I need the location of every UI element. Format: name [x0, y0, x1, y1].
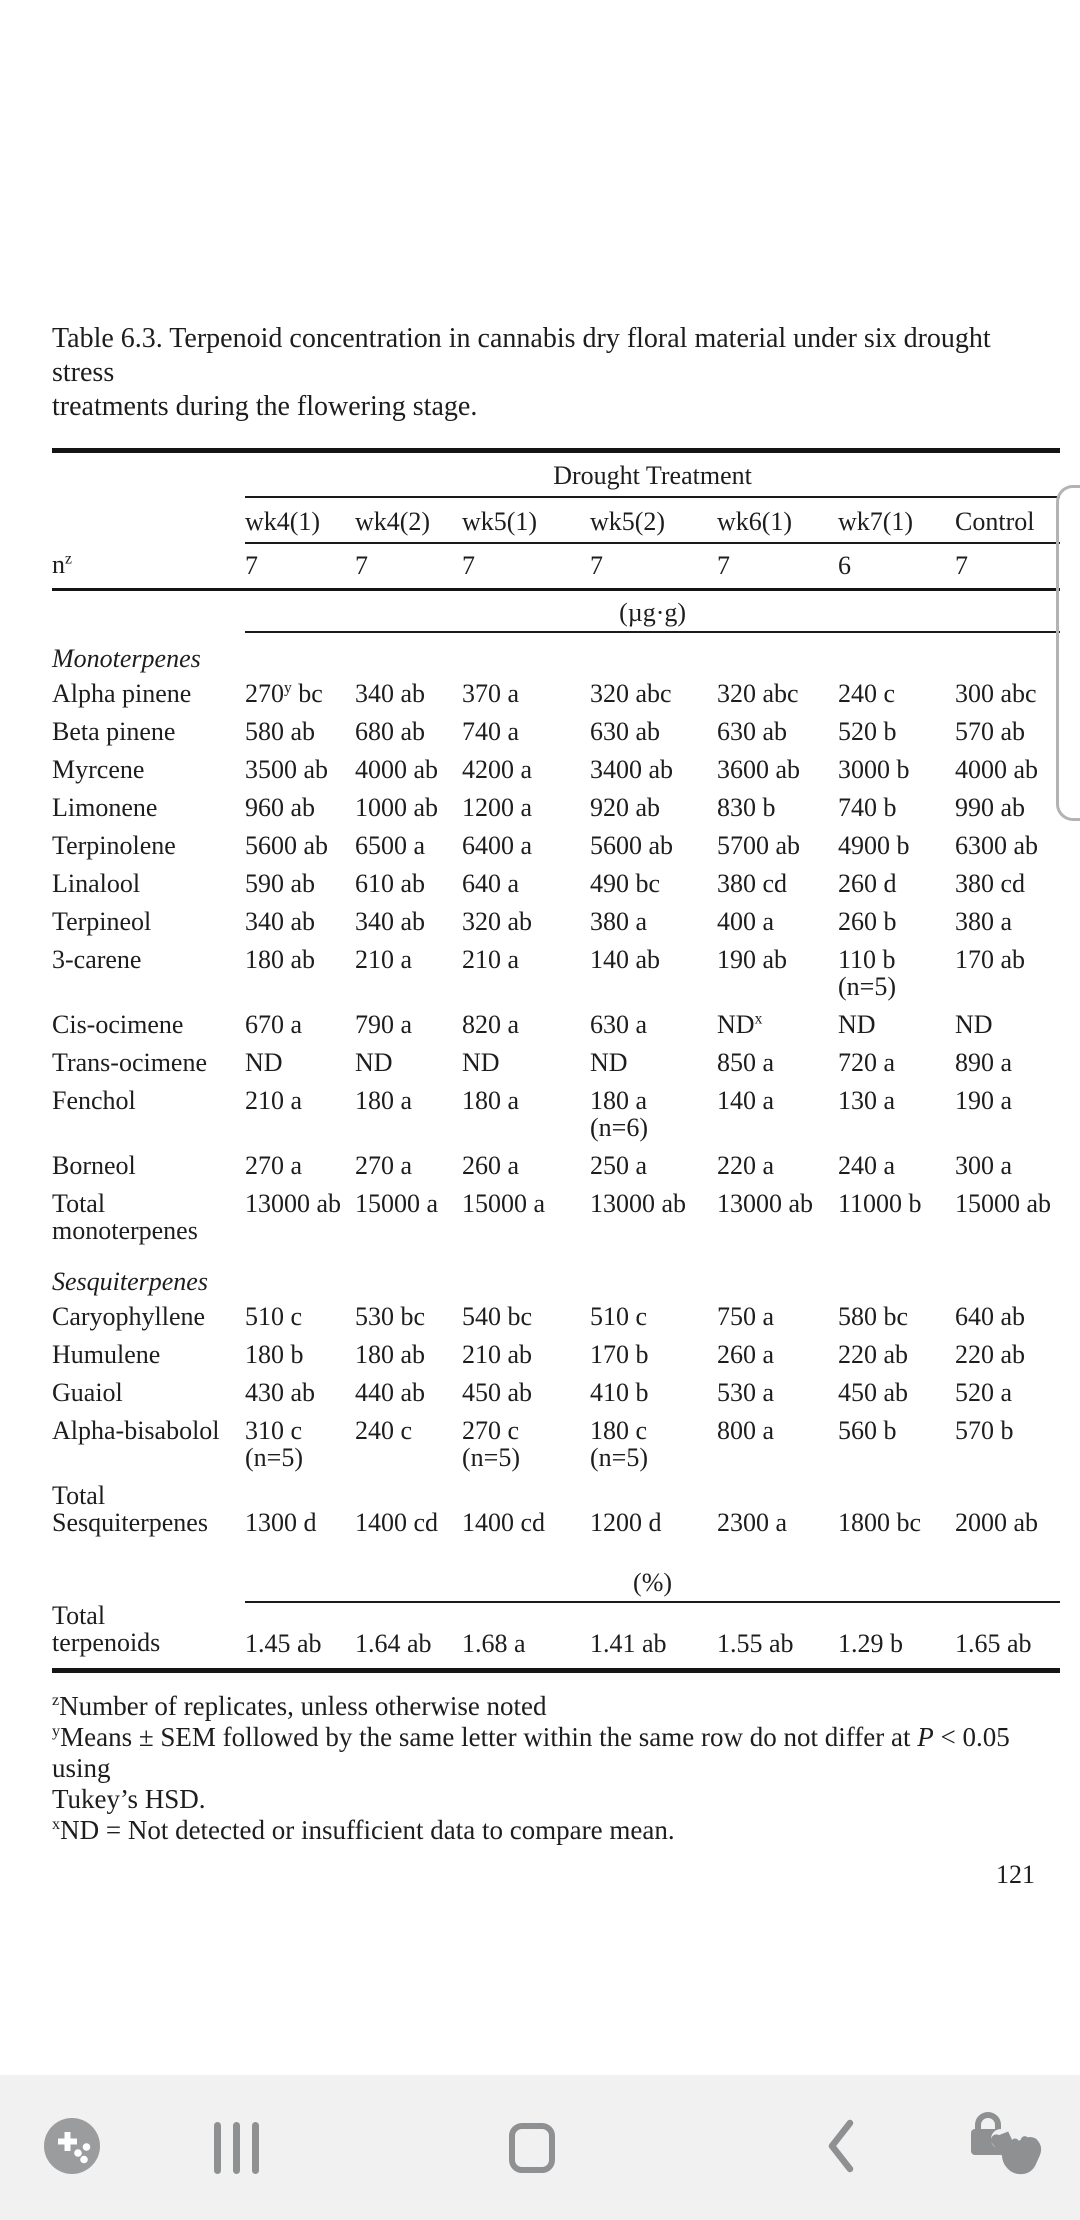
table-cell: 210 a	[355, 945, 413, 974]
table-cell: 490 bc	[590, 869, 661, 898]
table-cell: 680 ab	[355, 717, 426, 746]
row-label: Total Sesquiterpenes	[52, 1481, 208, 1537]
table-cell: 630 a	[590, 1010, 648, 1039]
table-cell: 310 c (n=5)	[245, 1416, 303, 1472]
table-row	[52, 1417, 1060, 1482]
game-tools-button[interactable]	[41, 2075, 103, 2220]
table-cell: 320 ab	[462, 907, 533, 936]
table-cell: 220 a	[717, 1151, 775, 1180]
table-cell: 640 a	[462, 869, 520, 898]
table-cell: 4000 ab	[955, 755, 1039, 784]
row-label: Terpineol	[52, 907, 152, 936]
table-row	[52, 1152, 1060, 1190]
row-label: Limonene	[52, 793, 158, 822]
unit-header: (%)	[245, 1547, 1060, 1602]
table-cell	[245, 1255, 1060, 1303]
table-cell: 6300 ab	[955, 831, 1039, 860]
table-cell: 15000 a	[355, 1189, 439, 1218]
table-cell: 380 cd	[717, 869, 788, 898]
table-cell: 180 a	[355, 1086, 413, 1115]
table-cell: ND	[245, 1048, 283, 1077]
terpenoid-table	[52, 448, 1060, 1673]
table-cell: 1.45 ab	[245, 1629, 322, 1658]
footnote-line: $^z$Number of replicates, unless otherwise noted	[52, 1691, 547, 1721]
table-cell	[52, 497, 245, 543]
table-cell: 3400 ab	[590, 755, 674, 784]
table-cell: 7	[955, 543, 1060, 590]
row-label: $n^z$	[52, 543, 245, 590]
table-cell: ND	[590, 1048, 628, 1077]
table-caption-line1: Table 6.3. Terpenoid concentration in cannabis dry floral material under six drought stress	[52, 323, 991, 388]
table-cell: 920 ab	[590, 793, 661, 822]
table-cell: 260 b	[838, 907, 897, 936]
table-row	[52, 590, 1060, 633]
table-cell: 430 ab	[245, 1378, 316, 1407]
scrollbar-handle[interactable]	[1056, 485, 1080, 821]
table-cell: 240 a	[838, 1151, 896, 1180]
table-cell	[52, 1547, 245, 1602]
section-label: Monoterpenes	[52, 644, 201, 673]
table-cell: 1.29 b	[838, 1629, 903, 1658]
column-header: Control	[955, 497, 1060, 543]
row-label: Alpha-bisabolol	[52, 1416, 220, 1445]
home-button[interactable]	[504, 2075, 560, 2220]
table-cell: 7	[355, 543, 462, 590]
home-squircle-icon	[509, 2123, 555, 2173]
table-cell: 13000 ab	[245, 1189, 342, 1218]
table-cell: 210 ab	[462, 1340, 533, 1369]
table-caption	[52, 322, 1037, 424]
row-label: Guaiol	[52, 1378, 123, 1407]
table-cell	[52, 451, 245, 498]
table-cell: 180 ab	[355, 1340, 426, 1369]
table-cell: 400 a	[717, 907, 775, 936]
table-cell: 2300 a	[717, 1508, 788, 1537]
table-cell: 1000 ab	[355, 793, 439, 822]
table-cell: 1300 d	[245, 1508, 317, 1537]
table-row	[52, 794, 1060, 832]
android-navbar	[0, 2075, 1080, 2220]
table-row	[52, 1255, 1060, 1303]
row-label: 3-carene	[52, 945, 142, 974]
table-cell: ND	[355, 1048, 393, 1077]
back-button[interactable]	[816, 2075, 866, 2220]
table-cell: 270 a	[355, 1151, 413, 1180]
table-cell: 740 b	[838, 793, 897, 822]
table-cell: 170 ab	[955, 945, 1026, 974]
table-cell: 800 a	[717, 1416, 775, 1445]
section-label: Sesquiterpenes	[52, 1267, 208, 1296]
footnote-line: $^y$Means ± SEM followed by the same letter within the same row do not differ at P < 0.05 using	[52, 1722, 1010, 1783]
table-cell: 530 a	[717, 1378, 775, 1407]
table-cell: 4200 a	[462, 755, 533, 784]
table-row	[52, 497, 1060, 543]
table-cell: 180 a	[462, 1086, 520, 1115]
table-cell: 3600 ab	[717, 755, 801, 784]
table-cell: 890 a	[955, 1048, 1013, 1077]
table-row	[52, 1482, 1060, 1547]
table-cell: 6400 a	[462, 831, 533, 860]
column-header: wk7(1)	[838, 497, 955, 543]
touch-lock-button[interactable]	[962, 2075, 1052, 2220]
column-header: wk5(2)	[590, 497, 717, 543]
table-cell: 5700 ab	[717, 831, 801, 860]
table-cell: 990 ab	[955, 793, 1026, 822]
table-cell: 220 ab	[838, 1340, 909, 1369]
table-row	[52, 1011, 1060, 1049]
table-cell: 750 a	[717, 1302, 775, 1331]
table-cell: 450 ab	[838, 1378, 909, 1407]
table-cell: 850 a	[717, 1048, 775, 1077]
group-header: Drought Treatment	[245, 451, 1060, 498]
table-cell: 270 c (n=5)	[462, 1416, 520, 1472]
table-cell: 180 a (n=6)	[590, 1086, 648, 1142]
table-cell: 510 c	[245, 1302, 303, 1331]
table-cell: 570 ab	[955, 717, 1026, 746]
table-row	[52, 1303, 1060, 1341]
table-cell: 450 ab	[462, 1378, 533, 1407]
table-cell: 530 bc	[355, 1302, 426, 1331]
table-row	[52, 1087, 1060, 1152]
table-cell: 180 ab	[245, 945, 316, 974]
row-label: Beta pinene	[52, 717, 176, 746]
table-cell: 670 a	[245, 1010, 303, 1039]
recents-bars-icon	[214, 2122, 259, 2174]
table-cell: 510 c	[590, 1302, 648, 1331]
table-cell: 370 a	[462, 679, 520, 708]
table-cell: $ND^x$	[717, 1010, 763, 1039]
table-cell: 5600 ab	[590, 831, 674, 860]
table-cell: 1.64 ab	[355, 1629, 432, 1658]
table-cell: 720 a	[838, 1048, 896, 1077]
table-cell	[52, 590, 245, 633]
table-cell: 7	[462, 543, 590, 590]
recents-button[interactable]	[206, 2075, 266, 2220]
table-cell: 610 ab	[355, 869, 426, 898]
row-label: Myrcene	[52, 755, 145, 784]
table-cell: 440 ab	[355, 1378, 426, 1407]
table-cell: 190 a	[955, 1086, 1013, 1115]
table-cell: 5600 ab	[245, 831, 329, 860]
table-row	[52, 1049, 1060, 1087]
table-cell: 2000 ab	[955, 1508, 1039, 1537]
table-cell: 6500 a	[355, 831, 426, 860]
table-row	[52, 946, 1060, 1011]
table-row	[52, 1341, 1060, 1379]
row-label: Humulene	[52, 1340, 161, 1369]
table-cell: 1400 cd	[355, 1508, 439, 1537]
table-cell: 520 a	[955, 1378, 1013, 1407]
table-cell: 15000 ab	[955, 1189, 1052, 1218]
table-cell: 830 b	[717, 793, 776, 822]
back-chevron-icon	[827, 2119, 855, 2176]
table-row	[52, 756, 1060, 794]
table-cell: 170 b	[590, 1340, 649, 1369]
table-cell: 320 abc	[717, 679, 799, 708]
table-cell: 1.65 ab	[955, 1629, 1032, 1658]
table-cell: 580 ab	[245, 717, 316, 746]
table-cell: 1.55 ab	[717, 1629, 794, 1658]
table-cell: 210 a	[462, 945, 520, 974]
table-row	[52, 632, 1060, 680]
table-cell: 220 ab	[955, 1340, 1026, 1369]
table-cell: 570 b	[955, 1416, 1014, 1445]
table-cell: 340 ab	[245, 907, 316, 936]
table-cell: 1800 bc	[838, 1508, 922, 1537]
table-row	[52, 718, 1060, 756]
table-cell: 520 b	[838, 717, 897, 746]
table-cell: 180 c (n=5)	[590, 1416, 648, 1472]
table-cell: 540 bc	[462, 1302, 533, 1331]
table-cell: 1.68 a	[462, 1629, 526, 1658]
table-cell: 380 cd	[955, 869, 1026, 898]
table-row	[52, 1379, 1060, 1417]
table-cell: 4900 b	[838, 831, 910, 860]
table-cell: 240 c	[355, 1416, 413, 1445]
table-cell: 580 bc	[838, 1302, 909, 1331]
table-row	[52, 451, 1060, 498]
table-cell: 250 a	[590, 1151, 648, 1180]
row-label: Trans-ocimene	[52, 1048, 208, 1077]
row-label: Caryophyllene	[52, 1302, 206, 1331]
table-cell: 1.41 ab	[590, 1629, 667, 1658]
table-cell	[245, 632, 1060, 680]
column-header: wk6(1)	[717, 497, 838, 543]
table-cell: 380 a	[590, 907, 648, 936]
row-label: Alpha pinene	[52, 679, 192, 708]
table-cell: 3000 b	[838, 755, 910, 784]
table-cell: 630 ab	[717, 717, 788, 746]
table-cell: 130 a	[838, 1086, 896, 1115]
table-cell: 590 ab	[245, 869, 316, 898]
column-header: wk5(1)	[462, 497, 590, 543]
table-row	[52, 832, 1060, 870]
unit-header: (µg·g)	[245, 590, 1060, 633]
table-cell: 300 a	[955, 1151, 1013, 1180]
row-label: Borneol	[52, 1151, 136, 1180]
lock-touch-icon	[964, 2108, 1050, 2187]
table-cell: 410 b	[590, 1378, 649, 1407]
table-cell: 1400 cd	[462, 1508, 546, 1537]
table-cell: 960 ab	[245, 793, 316, 822]
table-cell: 6	[838, 543, 955, 590]
table-cell: 270 a	[245, 1151, 303, 1180]
row-label: Cis-ocimene	[52, 1010, 184, 1039]
table-cell: 1200 a	[462, 793, 533, 822]
table-cell: 260 a	[462, 1151, 520, 1180]
table-cell: ND	[955, 1010, 993, 1039]
table-cell: 11000 b	[838, 1189, 922, 1218]
table-cell: ND	[838, 1010, 876, 1039]
table-cell: 740 a	[462, 717, 520, 746]
footnote-line: Tukey’s HSD.	[52, 1784, 206, 1814]
table-row	[52, 870, 1060, 908]
table-row	[52, 1602, 1060, 1671]
row-label: Total terpenoids	[52, 1601, 161, 1657]
table-cell: 320 abc	[590, 679, 672, 708]
table-cell: 140 ab	[590, 945, 661, 974]
table-cell: 300 abc	[955, 679, 1037, 708]
table-cell: 820 a	[462, 1010, 520, 1039]
table-cell: 210 a	[245, 1086, 303, 1115]
table-cell: 3500 ab	[245, 755, 329, 784]
footnote-line: $^x$ND = Not detected or insufficient data to compare mean.	[52, 1815, 675, 1845]
table-cell: 110 b (n=5)	[838, 945, 896, 1001]
footnotes	[52, 1691, 1052, 1846]
table-cell: 260 a	[717, 1340, 775, 1369]
table-cell: 790 a	[355, 1010, 413, 1039]
table-cell: 7	[245, 543, 355, 590]
table-cell: 560 b	[838, 1416, 897, 1445]
table-row	[52, 908, 1060, 946]
table-cell: 13000 ab	[590, 1189, 687, 1218]
table-cell: 1200 d	[590, 1508, 662, 1537]
table-row	[52, 543, 1060, 590]
row-label: Fenchol	[52, 1086, 136, 1115]
table-row	[52, 680, 1060, 718]
table-cell: 240 c	[838, 679, 896, 708]
row-label: Linalool	[52, 869, 141, 898]
column-header: wk4(2)	[355, 497, 462, 543]
table-cell: 260 d	[838, 869, 897, 898]
game-controller-icon	[43, 2117, 101, 2178]
table-cell: 15000 a	[462, 1189, 546, 1218]
table-row	[52, 1547, 1060, 1602]
table-cell: 140 a	[717, 1086, 775, 1115]
table-cell: 270$^y$ bc	[245, 679, 323, 708]
table-cell: 640 ab	[955, 1302, 1026, 1331]
table-cell: 7	[717, 543, 838, 590]
table-cell: 630 ab	[590, 717, 661, 746]
table-cell: 4000 ab	[355, 755, 439, 784]
row-label: Total monoterpenes	[52, 1189, 198, 1245]
table-cell: 13000 ab	[717, 1189, 814, 1218]
table-cell: 340 ab	[355, 907, 426, 936]
table-cell: 190 ab	[717, 945, 788, 974]
table-cell: 180 b	[245, 1340, 304, 1369]
row-label: Terpinolene	[52, 831, 176, 860]
table-cell: 340 ab	[355, 679, 426, 708]
table-row	[52, 1190, 1060, 1255]
table-cell: 7	[590, 543, 717, 590]
table-cell: 380 a	[955, 907, 1013, 936]
column-header: wk4(1)	[245, 497, 355, 543]
table-cell: ND	[462, 1048, 500, 1077]
page-number: 121	[996, 1860, 1035, 1889]
table-caption-line2: treatments during the flowering stage.	[52, 391, 478, 422]
